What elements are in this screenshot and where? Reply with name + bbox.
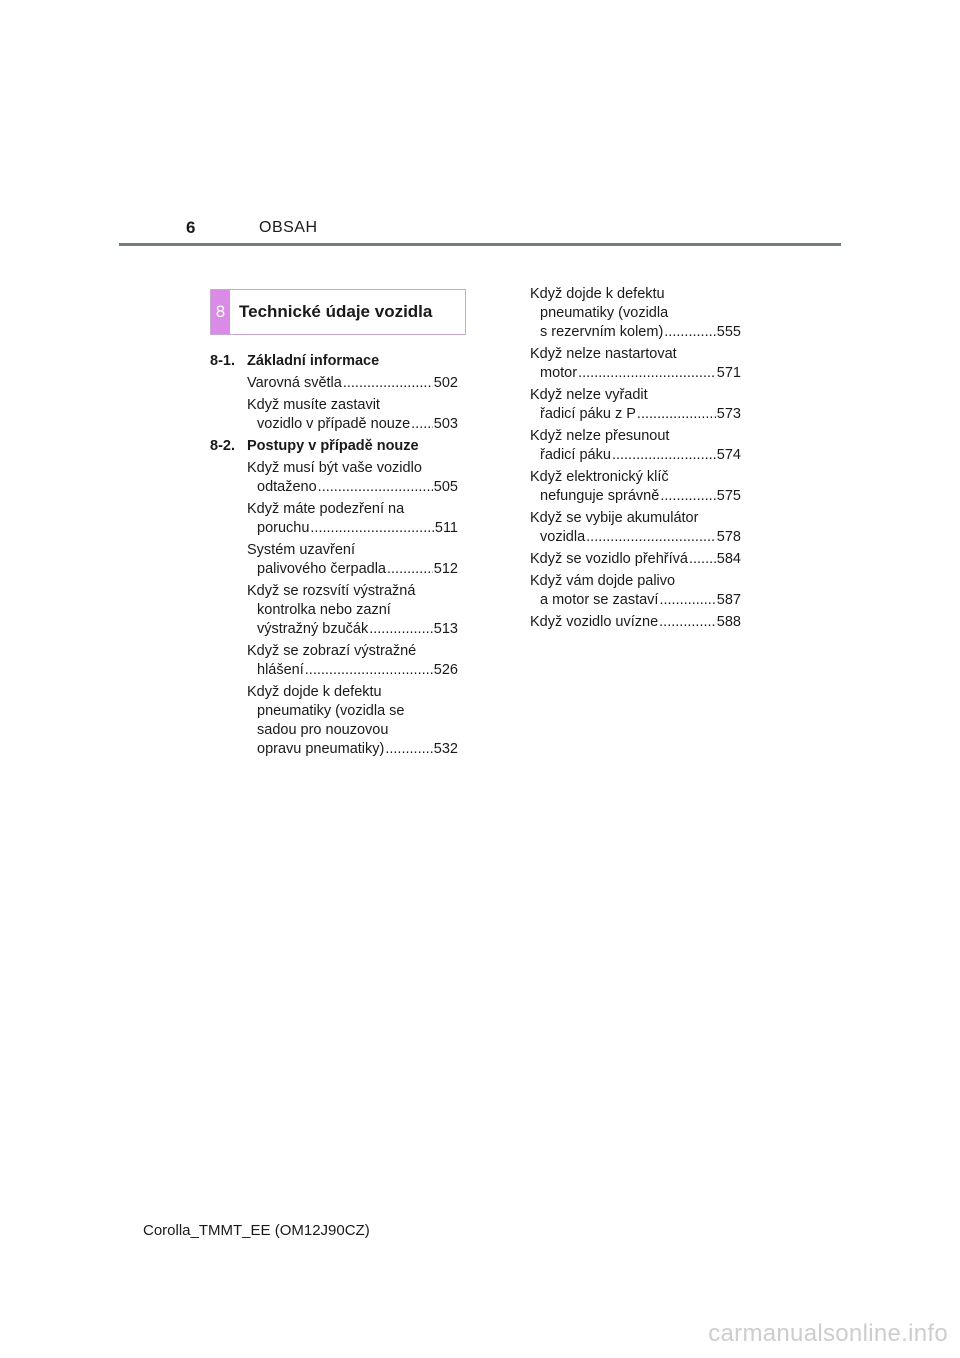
- toc-entry[interactable]: [247, 642, 458, 680]
- toc-dot-leader: [369, 620, 433, 639]
- toc-entry[interactable]: [530, 550, 741, 569]
- toc-entry-text: Když elektronický klíč: [530, 469, 669, 485]
- toc-right-column: [530, 285, 741, 635]
- toc-entry[interactable]: [530, 509, 741, 547]
- toc-entry-text: Když nelze vyřadit: [530, 387, 648, 403]
- toc-page-number: 512: [433, 561, 458, 577]
- toc-entry-last-line: [247, 560, 458, 579]
- toc-section-title: Základní informace: [247, 353, 380, 369]
- toc-dot-leader: [637, 405, 716, 424]
- toc-dot-leader: [385, 740, 432, 759]
- toc-entry-text: a motor se zastaví: [540, 592, 659, 608]
- toc-page-number: 571: [716, 365, 741, 381]
- toc-entry[interactable]: [247, 541, 458, 579]
- toc-entry[interactable]: [530, 572, 741, 610]
- toc-entry-text: Když vozidlo uvízne: [530, 614, 659, 630]
- toc-dot-leader: [612, 446, 716, 465]
- toc-page-number: 588: [716, 614, 741, 630]
- toc-entry-text: Když vám dojde palivo: [530, 573, 676, 589]
- toc-entry[interactable]: [247, 500, 458, 538]
- toc-page-number: 574: [716, 447, 741, 463]
- toc-entry-text: Když nelze přesunout: [530, 428, 670, 444]
- toc-entry-text: vozidla: [540, 529, 586, 545]
- toc-entry-text: sadou pro nouzovou: [257, 722, 389, 738]
- toc-section-number: 8-2.: [210, 438, 235, 454]
- toc-entry-text: výstražný bzučák: [257, 621, 369, 637]
- toc-dot-leader: [586, 528, 716, 547]
- toc-page-number: 587: [716, 592, 741, 608]
- toc-dot-leader: [578, 364, 716, 383]
- toc-dot-leader: [659, 591, 715, 610]
- toc-page-number: 502: [433, 375, 458, 391]
- toc-page-number: 505: [433, 479, 458, 495]
- toc-entry-last-line: [247, 740, 458, 759]
- toc-section-heading: [210, 352, 458, 371]
- toc-section-heading: [210, 437, 458, 456]
- toc-entry-text: palivového čerpadla: [257, 561, 386, 577]
- toc-entry-text: Varovná světla: [247, 375, 342, 391]
- toc-entry[interactable]: [530, 613, 741, 632]
- toc-entry-text: kontrolka nebo zazní: [257, 602, 391, 618]
- toc-dot-leader: [660, 487, 715, 506]
- toc-page-number: 555: [716, 324, 741, 340]
- toc-entry-last-line: [530, 405, 741, 424]
- toc-dot-leader: [305, 661, 433, 680]
- toc-entry[interactable]: [247, 582, 458, 639]
- toc-entry-text: řadicí páku: [540, 447, 611, 463]
- header-rule: [119, 243, 841, 246]
- toc-dot-leader: [310, 519, 433, 538]
- toc-entry[interactable]: [247, 683, 458, 759]
- toc-entry-text: Když se vybije akumulátor: [530, 510, 699, 526]
- toc-entry[interactable]: [247, 459, 458, 497]
- toc-dot-leader: [343, 374, 433, 393]
- toc-dot-leader: [318, 478, 433, 497]
- toc-entry-text: Když máte podezření na: [247, 501, 405, 517]
- toc-page-number: 584: [716, 551, 741, 567]
- toc-entry-last-line: [530, 323, 741, 342]
- toc-entry-text: Když se rozsvítí výstražná: [247, 583, 416, 599]
- toc-dot-leader: [411, 415, 433, 434]
- toc-page-number: 513: [433, 621, 458, 637]
- toc-dot-leader: [387, 560, 433, 579]
- toc-section-title: Postupy v případě nouze: [247, 438, 419, 454]
- toc-entry-text: Když dojde k defektu: [530, 286, 665, 302]
- toc-entry-last-line: [530, 550, 741, 569]
- toc-entry-text: Když se zobrazí výstražné: [247, 643, 417, 659]
- toc-left-column: [210, 352, 458, 762]
- toc-entry-last-line: [247, 374, 458, 393]
- toc-entry[interactable]: [530, 468, 741, 506]
- toc-page-number: 573: [716, 406, 741, 422]
- chapter-number-tab: 8: [211, 290, 230, 334]
- toc-dot-leader: [689, 550, 716, 569]
- toc-entry-text: pneumatiky (vozidla se: [257, 703, 405, 719]
- toc-entry-last-line: [247, 519, 458, 538]
- toc-entry-text: Když se vozidlo přehřívá: [530, 551, 688, 567]
- toc-entry-text: Systém uzavření: [247, 542, 355, 558]
- toc-entry-last-line: [530, 613, 741, 632]
- toc-entry-text: Když nelze nastartovat: [530, 346, 677, 362]
- toc-entry-text: pneumatiky (vozidla: [540, 305, 669, 321]
- toc-section-number: 8-1.: [210, 353, 235, 369]
- toc-entry-text: s rezervním kolem): [540, 324, 664, 340]
- toc-entry-last-line: [530, 528, 741, 547]
- chapter-heading: [210, 289, 466, 335]
- page-number: 6: [186, 218, 196, 237]
- toc-entry[interactable]: [247, 374, 458, 393]
- toc-entry-last-line: [530, 591, 741, 610]
- toc-entry[interactable]: [247, 396, 458, 434]
- toc-entry-text: Když musí být vaše vozidlo: [247, 460, 422, 476]
- toc-page-number: 503: [433, 416, 458, 432]
- toc-entry-last-line: [530, 364, 741, 383]
- toc-entry-text: hlášení: [257, 662, 304, 678]
- toc-entry[interactable]: [530, 386, 741, 424]
- toc-page-number: 532: [433, 741, 458, 757]
- toc-entry-text: poruchu: [257, 520, 310, 536]
- toc-page-number: 578: [716, 529, 741, 545]
- toc-entry-text: vozidlo v případě nouze: [257, 416, 411, 432]
- toc-entry-text: motor: [540, 365, 578, 381]
- toc-entry-text: Když dojde k defektu: [247, 684, 382, 700]
- toc-page-number: 511: [434, 520, 458, 536]
- toc-dot-leader: [659, 613, 716, 632]
- toc-entry-last-line: [530, 487, 741, 506]
- toc-dot-leader: [664, 323, 716, 342]
- toc-entry-last-line: [247, 478, 458, 497]
- toc-entry[interactable]: [530, 285, 741, 342]
- footer-model-code: Corolla_TMMT_EE (OM12J90CZ): [143, 1222, 370, 1239]
- toc-entry-text: odtaženo: [257, 479, 317, 495]
- toc-page-number: 575: [716, 488, 741, 504]
- toc-entry-text: řadicí páku z P: [540, 406, 636, 422]
- page-header-title: OBSAH: [259, 219, 318, 236]
- chapter-title: Technické údaje vozidla: [239, 302, 433, 321]
- toc-entry[interactable]: [530, 345, 741, 383]
- toc-entry-last-line: [247, 661, 458, 680]
- toc-entry-last-line: [247, 415, 458, 434]
- toc-entry-last-line: [530, 446, 741, 465]
- toc-entry-text: nefunguje správně: [540, 488, 660, 504]
- watermark: carmanualsonline.info: [708, 1320, 948, 1347]
- toc-entry[interactable]: [530, 427, 741, 465]
- toc-entry-text: Když musíte zastavit: [247, 397, 380, 413]
- toc-page-number: 526: [433, 662, 458, 678]
- toc-entry-last-line: [247, 620, 458, 639]
- toc-entry-text: opravu pneumatiky): [257, 741, 385, 757]
